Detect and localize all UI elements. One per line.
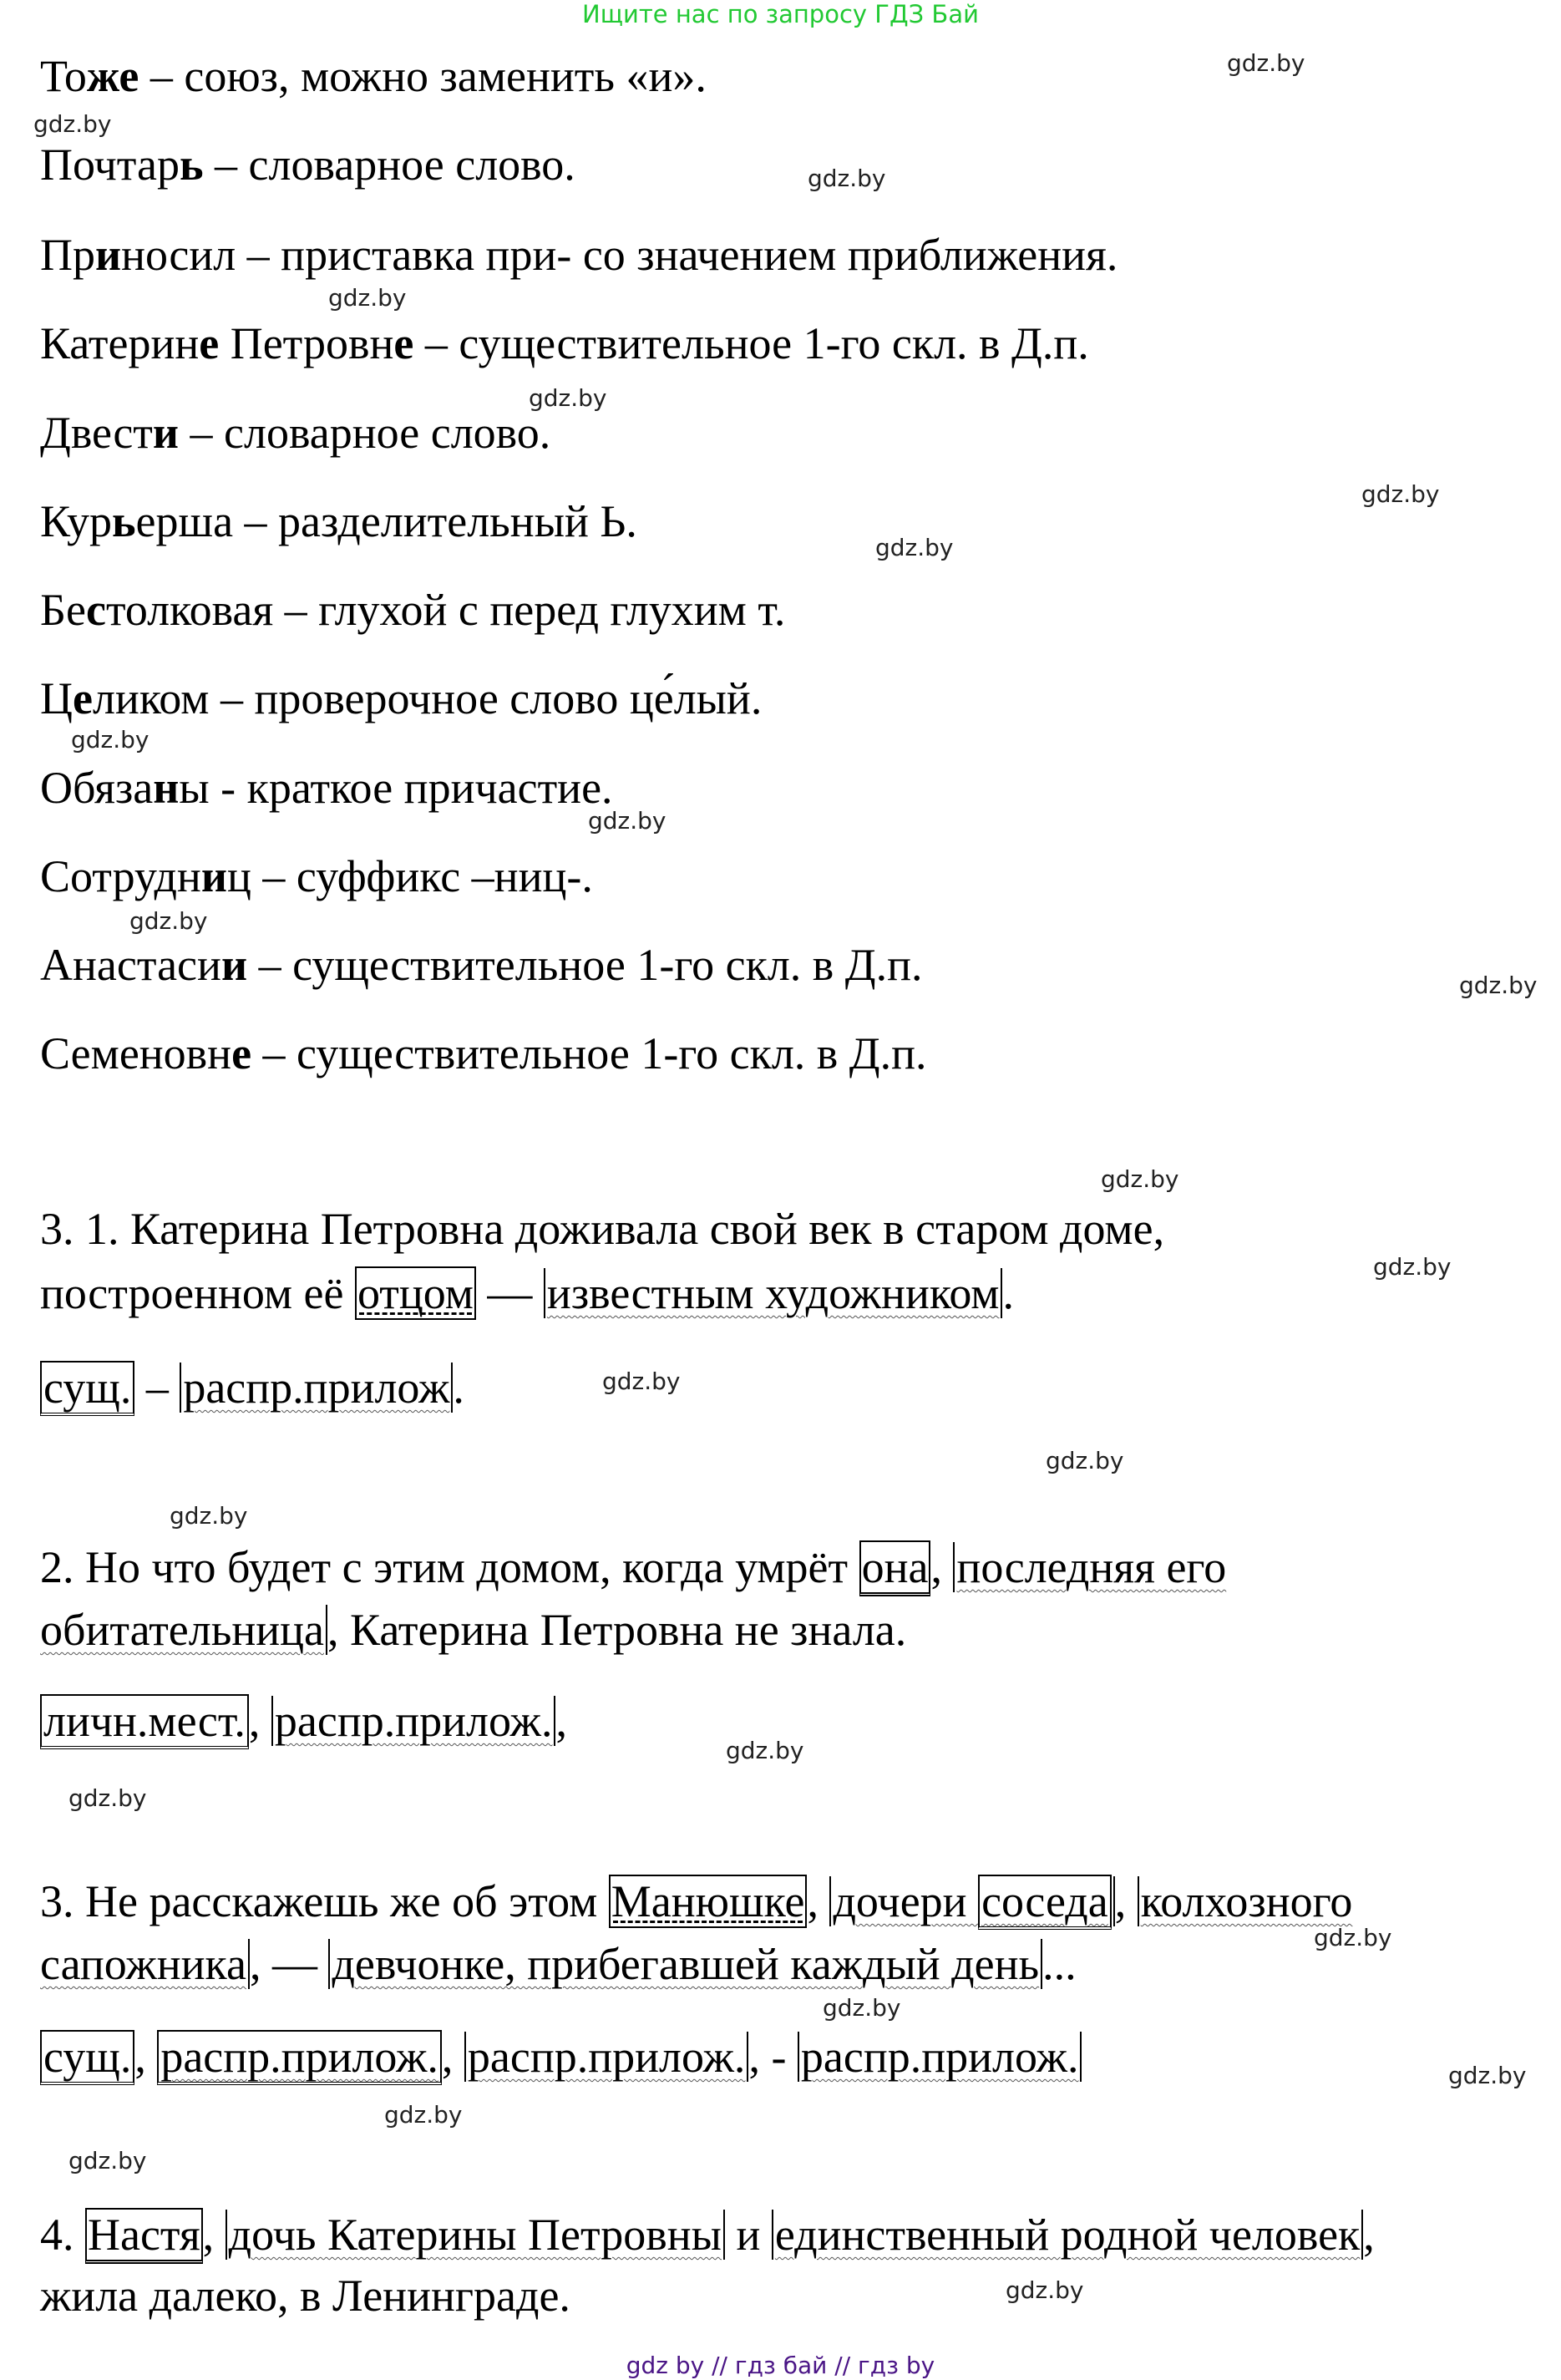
scheme-line: личн.мест., распр.прилож., [40, 1693, 567, 1748]
list-item: Приносил – приставка при- со значением приближения. [40, 230, 1118, 280]
watermark: gdz.by [129, 907, 208, 935]
watermark: gdz.by [1101, 1165, 1179, 1193]
scheme-appositive: распр.прилож. [798, 2032, 1082, 2082]
scheme-noun: сущ. [40, 1361, 134, 1416]
appositive: девчонке, прибегавшей каждый день [328, 1939, 1042, 1989]
watermark: gdz.by [384, 2101, 463, 2129]
appositive: единственный родной человек [772, 2210, 1363, 2260]
scheme-pronoun: личн.мест. [40, 1694, 249, 1749]
watermark: gdz.by [808, 165, 886, 192]
subject-word: Настя [85, 2208, 203, 2264]
scheme-appositive: распр.прилож. [157, 2030, 442, 2085]
footer-links: gdz by // гдз бай // гдз by [626, 2352, 935, 2379]
list-item: Почтарь – словарное слово. [40, 140, 575, 190]
watermark: gdz.by [602, 1368, 681, 1395]
watermark: gdz.by [726, 1737, 804, 1764]
list-item: Бестолковая – глухой с перед глухим т. [40, 585, 786, 635]
watermark: gdz.by [328, 284, 407, 312]
scheme-appositive: распр.прилож. [271, 1696, 556, 1746]
scheme-noun: сущ. [40, 2030, 134, 2085]
sentence-line: 3. Не расскажешь же об этом Манюшке, дочери соседа , колхозного [40, 1874, 1352, 1929]
watermark: gdz.by [1006, 2276, 1084, 2304]
sentence-line: жила далеко, в Ленинграде. [40, 2271, 570, 2321]
appositive: последняя его [953, 1542, 1226, 1592]
watermark: gdz.by [875, 534, 954, 561]
watermark: gdz.by [1046, 1447, 1124, 1474]
list-item: Семеновне – существительное 1-го скл. в Д.п. [40, 1028, 927, 1078]
list-item: Катерине Петровне – существительное 1-го скл. в Д.п. [40, 318, 1089, 368]
subject-word: отцом [355, 1266, 476, 1320]
list-item: Обязаны - краткое причастие. [40, 763, 613, 813]
appositive: известным художником [544, 1268, 1003, 1318]
watermark: gdz.by [823, 1994, 901, 2022]
watermark: gdz.by [588, 807, 666, 835]
sentence-line: 3. 1. Катерина Петровна доживала свой век в старом доме, [40, 1204, 1165, 1254]
list-item: Тоже – союз, можно заменить «и». [40, 51, 707, 101]
list-item: Двести – словарное слово. [40, 408, 551, 458]
watermark: gdz.by [1448, 2062, 1527, 2089]
appositive: колхозного [1138, 1876, 1353, 1926]
list-item: Курьерша – разделительный Ь. [40, 496, 637, 546]
object-word: Манюшке [609, 1875, 808, 1928]
watermark: gdz.by [1314, 1924, 1392, 1951]
watermark: gdz.by [1459, 972, 1538, 999]
appositive: сапожника [40, 1939, 250, 1989]
sentence-line: обитательница, Катерина Петровна не знала. [40, 1605, 907, 1655]
scheme-appositive: распр.прилож [180, 1363, 453, 1413]
watermark: gdz.by [33, 110, 112, 138]
sentence-line: построенном её отцом — известным художником. [40, 1268, 1014, 1318]
scheme-line: сущ. – распр.прилож. [40, 1360, 464, 1415]
sentence-line: 2. Но что будет с этим домом, когда умрёт она, последняя его [40, 1540, 1226, 1595]
watermark: gdz.by [1361, 480, 1440, 508]
sentence-line: 4. Настя, дочь Катерины Петровны и единственный родной человек, [40, 2207, 1375, 2262]
watermark: gdz.by [529, 384, 607, 412]
scheme-line: сущ., распр.прилож., распр.прилож., - распр.прилож. [40, 2029, 1082, 2084]
watermark: gdz.by [1373, 1253, 1452, 1281]
watermark: gdz.by [1227, 49, 1305, 77]
list-item: Сотрудниц – суффикс –ниц-. [40, 851, 593, 901]
boxed-noun: соседа [978, 1875, 1112, 1930]
appositive: дочери соседа [829, 1876, 1114, 1926]
watermark: gdz.by [68, 1784, 147, 1812]
watermark: gdz.by [68, 2147, 147, 2174]
subject-word: она [859, 1540, 931, 1596]
watermark: gdz.by [71, 726, 150, 754]
watermark: gdz.by [170, 1502, 248, 1530]
list-item: Анастасии – существительное 1-го скл. в Д.п. [40, 940, 923, 990]
appositive: дочь Катерины Петровны [226, 2210, 725, 2260]
appositive: обитательница [40, 1605, 327, 1655]
search-hint-banner: Ищите нас по запросу ГДЗ Бай [582, 0, 979, 28]
scheme-appositive: распр.прилож. [464, 2032, 749, 2082]
list-item: Целиком – проверочное слово це́лый. [40, 673, 763, 723]
sentence-line: сапожника, — девчонке, прибегавшей каждый день... [40, 1939, 1077, 1989]
